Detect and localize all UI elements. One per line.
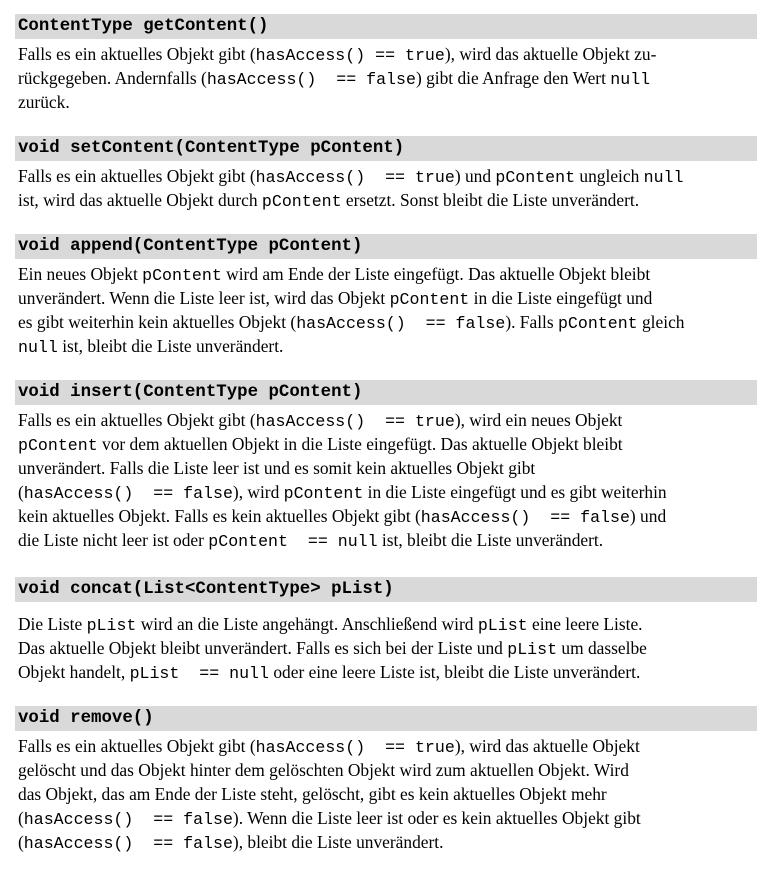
text-run: in die Liste eingefügt und es gibt weiterhin [363,482,667,502]
text-run: Falls es ein aktuelles Objekt gibt ( [18,166,256,186]
text-run: gelöscht und das Objekt hinter dem gelöschten Objekt wird zum aktuellen Objekt. Wird [18,760,629,780]
text-run: um dasselbe [557,638,647,658]
inline-code: pContent [261,192,342,211]
inline-code: pList [477,616,528,635]
text-run: ), wird [232,482,284,502]
inline-code: hasAccess() == false [206,70,416,89]
description-line [18,164,757,188]
text-run: ) und [629,506,667,526]
description-line [18,188,757,212]
method-description [15,405,757,552]
description-line [18,806,757,830]
description-line [18,734,757,758]
text-run: ) gibt die Anfrage den Wert [415,68,611,88]
inline-code: pList == null [129,664,269,683]
text-run: gleich [637,312,685,332]
text-run: ( [18,808,24,828]
text-run: in die Liste eingefügt und [469,288,653,308]
inline-code: hasAccess() == false [420,508,630,527]
description-line [18,830,757,854]
inline-code: pContent [18,436,98,455]
method-remove [15,706,757,854]
inline-code: null [610,70,651,89]
method-concat [15,577,757,684]
text-run: unverändert. Falls die Liste leer ist und es somit kein aktuelles Objekt gibt [18,458,536,478]
text-run: ), bleibt die Liste unverändert. [232,832,444,852]
text-run: es gibt weiterhin kein aktuelles Objekt ( [18,312,297,332]
description-line [18,42,757,66]
method-signature: void concat(List<ContentType> pList) [15,577,757,602]
description-line [18,286,757,310]
inline-code: hasAccess() == true [255,412,455,431]
inline-code: pList [86,616,137,635]
text-run: wird am Ende der Liste eingefügt. Das aktuelle Objekt bleibt [221,264,651,284]
inline-code: pContent [557,314,638,333]
description-line [18,480,757,504]
description-line [18,90,757,114]
text-run: ersetzt. Sonst bleibt die Liste unverändert. [341,190,640,210]
inline-code: null [643,168,684,187]
inline-code: null [18,338,58,357]
method-insert [15,380,757,552]
text-run: ) und [454,166,496,186]
description-line [18,456,757,480]
text-run: ist, bleibt die Liste unverändert. [377,530,604,550]
description-line [18,504,757,528]
text-run: die Liste nicht leer ist oder [18,530,209,550]
method-signature: void append(ContentType pContent) [15,234,757,259]
text-run: Das aktuelle Objekt bleibt unverändert. Falls es sich bei der Liste und [18,638,508,658]
inline-code: pContent [495,168,576,187]
text-run: Objekt handelt, [18,662,130,682]
method-signature: void remove() [15,706,757,731]
method-description [15,161,757,212]
text-run: Falls es ein aktuelles Objekt gibt ( [18,44,256,64]
text-run: kein aktuelles Objekt. Falls es kein aktuelles Objekt gibt ( [18,506,421,526]
text-run: ist, wird das aktuelle Objekt durch [18,190,262,210]
text-run: ), wird das aktuelle Objekt [454,736,640,756]
method-getcontent [15,14,757,114]
text-run: zurück. [18,92,70,112]
text-run: oder eine leere Liste ist, bleibt die Liste unverändert. [268,662,641,682]
text-run: Ein neues Objekt [18,264,143,284]
method-description [15,259,757,358]
text-run: wird an die Liste angehängt. Anschließend wird [136,614,478,634]
text-run: ( [18,482,24,502]
method-description [15,731,757,854]
inline-code: hasAccess() == false [23,810,233,829]
method-signature: ContentType getContent() [15,14,757,39]
inline-code: pContent == null [208,532,378,551]
description-line [18,408,757,432]
inline-code: pContent [283,484,364,503]
inline-code: hasAccess() == true [255,168,455,187]
text-run: ist, bleibt die Liste unverändert. [57,336,284,356]
method-signature: void setContent(ContentType pContent) [15,136,757,161]
inline-code: pContent [142,266,222,285]
text-run: eine leere Liste. [527,614,643,634]
description-line [18,782,757,806]
inline-code: hasAccess() == false [296,314,506,333]
text-run: ), wird ein neues Objekt [454,410,623,430]
method-append [15,234,757,358]
text-run: Falls es ein aktuelles Objekt gibt ( [18,410,256,430]
inline-code: hasAccess() == true [255,46,445,65]
text-run: ( [18,832,24,852]
text-run: das Objekt, das am Ende der Liste steht, gelöscht, gibt es kein aktuelles Objekt mehr [18,784,607,804]
description-line [18,262,757,286]
description-line [18,432,757,456]
text-run: ungleich [575,166,644,186]
text-run: rückgegeben. Andernfalls ( [18,68,207,88]
text-run: ). Falls [505,312,558,332]
method-description [15,39,757,114]
inline-code: pContent [389,290,470,309]
method-description [15,602,757,684]
method-setcontent [15,136,757,212]
inline-code: hasAccess() == false [23,834,233,853]
description-line [18,660,757,684]
description-line [18,636,757,660]
text-run: Falls es ein aktuelles Objekt gibt ( [18,736,256,756]
method-signature: void insert(ContentType pContent) [15,380,757,405]
text-run: vor dem aktuellen Objekt in die Liste eingefügt. Das aktuelle Objekt bleibt [97,434,623,454]
text-run: Die Liste [18,614,87,634]
text-run: ). Wenn die Liste leer ist oder es kein aktuelles Objekt gibt [232,808,641,828]
method-documentation [15,14,757,854]
inline-code: pList [507,640,558,659]
description-line [18,528,757,552]
inline-code: hasAccess() == true [255,738,455,757]
description-line [18,758,757,782]
description-line [18,66,757,90]
description-line [18,612,757,636]
inline-code: hasAccess() == false [23,484,233,503]
text-run: ), wird das aktuelle Objekt zu- [444,44,657,64]
description-line [18,310,757,334]
description-line [18,334,757,358]
text-run: unverändert. Wenn die Liste leer ist, wird das Objekt [18,288,390,308]
